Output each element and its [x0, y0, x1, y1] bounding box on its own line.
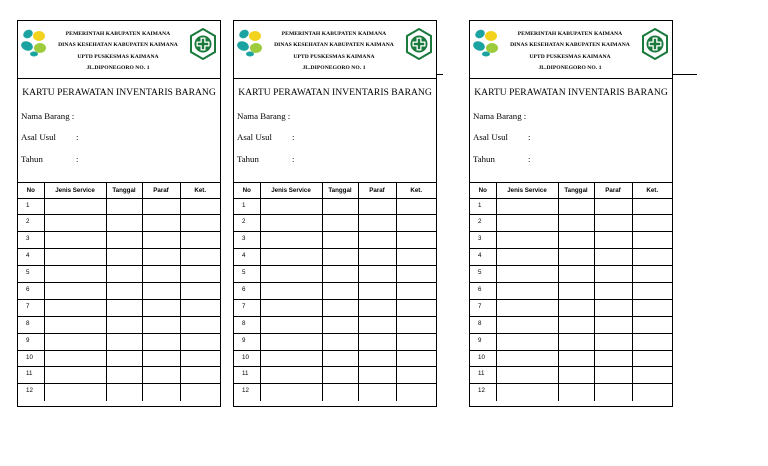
col-jenis-service-cell[interactable]	[496, 384, 558, 401]
col-tanggal-cell[interactable]	[106, 299, 142, 316]
table-header-row	[470, 183, 672, 198]
row-number: 2	[234, 215, 260, 232]
col-ket-cell[interactable]	[396, 232, 436, 249]
row-number: 3	[470, 232, 496, 249]
col-jenis-service-cell[interactable]	[44, 384, 106, 401]
col-ket-cell[interactable]	[180, 232, 220, 249]
col-paraf-cell[interactable]	[142, 215, 180, 232]
col-jenis-service-cell[interactable]	[260, 282, 322, 299]
col-paraf-cell[interactable]	[594, 282, 632, 299]
row-number: 1	[234, 198, 260, 215]
header-line-2: DINAS KESEHATAN KABUPATEN KAIMANA	[510, 42, 630, 49]
table-row	[234, 316, 436, 333]
col-paraf-cell[interactable]	[358, 384, 396, 401]
col-paraf-header: Paraf	[142, 183, 180, 198]
col-jenis-service-cell[interactable]	[44, 350, 106, 367]
col-tanggal-cell[interactable]	[322, 316, 358, 333]
col-ket-cell[interactable]	[396, 333, 436, 350]
col-ket-header: Ket.	[180, 183, 220, 198]
col-paraf-cell[interactable]	[142, 249, 180, 266]
col-tanggal-cell[interactable]	[558, 282, 594, 299]
field-colon: :	[292, 154, 295, 164]
col-paraf-cell[interactable]	[594, 198, 632, 215]
col-paraf-cell[interactable]	[358, 282, 396, 299]
maintenance-card	[233, 20, 437, 407]
header-line-2: DINAS KESEHATAN KABUPATEN KAIMANA	[274, 42, 394, 49]
card-header	[470, 21, 672, 79]
table-row	[18, 316, 220, 333]
col-ket-cell[interactable]	[632, 266, 672, 283]
table-row	[234, 232, 436, 249]
col-ket-cell[interactable]	[632, 299, 672, 316]
col-ket-cell[interactable]	[632, 215, 672, 232]
maintenance-card	[469, 20, 673, 407]
col-jenis-service-cell[interactable]	[44, 282, 106, 299]
col-tanggal-cell[interactable]	[106, 333, 142, 350]
table-row	[18, 333, 220, 350]
row-number: 2	[470, 215, 496, 232]
table-row	[18, 367, 220, 384]
row-number: 8	[470, 316, 496, 333]
col-tanggal-cell[interactable]	[558, 299, 594, 316]
col-jenis-service-cell[interactable]	[44, 232, 106, 249]
col-tanggal-cell[interactable]	[558, 384, 594, 401]
field-nama-barang	[237, 111, 290, 121]
table-row	[470, 384, 672, 401]
col-tanggal-cell[interactable]	[322, 198, 358, 215]
row-number: 5	[234, 266, 260, 283]
col-jenis-service-cell[interactable]	[496, 333, 558, 350]
col-tanggal-cell[interactable]	[322, 282, 358, 299]
col-ket-cell[interactable]	[396, 198, 436, 215]
table-row	[18, 299, 220, 316]
row-number: 12	[18, 384, 44, 401]
col-paraf-cell[interactable]	[594, 215, 632, 232]
col-tanggal-cell[interactable]	[558, 350, 594, 367]
col-ket-cell[interactable]	[396, 266, 436, 283]
col-ket-cell[interactable]	[396, 384, 436, 401]
col-paraf-cell[interactable]	[142, 282, 180, 299]
table-row	[470, 367, 672, 384]
row-number: 5	[18, 266, 44, 283]
col-jenis-service-cell[interactable]	[260, 232, 322, 249]
col-paraf-cell[interactable]	[594, 316, 632, 333]
header-line-4: JL.DIPONEGORO NO. 1	[86, 65, 150, 72]
col-paraf-cell[interactable]	[594, 350, 632, 367]
col-paraf-cell[interactable]	[358, 266, 396, 283]
col-paraf-cell[interactable]	[142, 367, 180, 384]
col-tanggal-cell[interactable]	[322, 266, 358, 283]
table-row	[470, 266, 672, 283]
col-tanggal-cell[interactable]	[106, 350, 142, 367]
table-row	[234, 282, 436, 299]
row-number: 3	[18, 232, 44, 249]
table-row	[18, 266, 220, 283]
col-ket-cell[interactable]	[632, 282, 672, 299]
row-number: 8	[234, 316, 260, 333]
kemenkes-logo-icon	[20, 27, 50, 57]
row-number: 11	[234, 367, 260, 384]
kemenkes-logo-icon	[236, 27, 266, 57]
col-tanggal-header: Tanggal	[322, 183, 358, 198]
col-tanggal-cell[interactable]	[558, 249, 594, 266]
service-log-table	[18, 183, 220, 401]
col-tanggal-cell[interactable]	[322, 333, 358, 350]
table-row	[18, 198, 220, 215]
col-jenis-service-cell[interactable]	[44, 333, 106, 350]
col-paraf-cell[interactable]	[594, 367, 632, 384]
col-tanggal-cell[interactable]	[322, 299, 358, 316]
field-nama-barang	[21, 111, 74, 121]
col-tanggal-cell[interactable]	[106, 198, 142, 215]
col-ket-cell[interactable]	[180, 367, 220, 384]
field-label: Tahun	[237, 154, 259, 164]
col-jenis-service-cell[interactable]	[496, 215, 558, 232]
col-paraf-cell[interactable]	[142, 198, 180, 215]
col-paraf-cell[interactable]	[142, 232, 180, 249]
table-row	[470, 249, 672, 266]
header-line-3: UPTD PUSKESMAS KAIMANA	[293, 53, 375, 60]
field-label: Asal Usul	[473, 132, 508, 142]
table-row	[234, 249, 436, 266]
row-number: 3	[234, 232, 260, 249]
col-ket-cell[interactable]	[180, 333, 220, 350]
field-colon: :	[292, 132, 295, 142]
col-tanggal-cell[interactable]	[558, 232, 594, 249]
card-title: KARTU PERAWATAN INVENTARIS BARANG	[22, 87, 216, 98]
table-row	[234, 299, 436, 316]
col-jenis-service-cell[interactable]	[260, 350, 322, 367]
col-tanggal-cell[interactable]	[106, 215, 142, 232]
maintenance-card	[17, 20, 221, 407]
col-paraf-cell[interactable]	[358, 232, 396, 249]
col-tanggal-cell[interactable]	[106, 367, 142, 384]
col-jenis-service-cell[interactable]	[496, 266, 558, 283]
col-tanggal-header: Tanggal	[106, 183, 142, 198]
field-label: Nama Barang :	[473, 111, 527, 121]
col-tanggal-cell[interactable]	[322, 232, 358, 249]
header-line-3: UPTD PUSKESMAS KAIMANA	[77, 53, 159, 60]
col-paraf-cell[interactable]	[594, 249, 632, 266]
col-paraf-cell[interactable]	[358, 367, 396, 384]
header-text	[50, 29, 186, 75]
field-label: Tahun	[21, 154, 43, 164]
header-line-3: UPTD PUSKESMAS KAIMANA	[529, 53, 611, 60]
col-tanggal-cell[interactable]	[558, 198, 594, 215]
row-number: 10	[470, 350, 496, 367]
col-jenis-service-cell[interactable]	[496, 367, 558, 384]
col-paraf-cell[interactable]	[142, 316, 180, 333]
header-line-4: JL.DIPONEGORO NO. 1	[538, 65, 602, 72]
table-header-row	[18, 183, 220, 198]
col-paraf-header: Paraf	[358, 183, 396, 198]
table-row	[18, 215, 220, 232]
col-tanggal-cell[interactable]	[558, 333, 594, 350]
puskesmas-cross-icon	[189, 28, 217, 60]
col-jenis-service-cell[interactable]	[496, 282, 558, 299]
field-tahun	[237, 154, 295, 164]
card-header	[18, 21, 220, 79]
col-ket-cell[interactable]	[180, 384, 220, 401]
table-row	[234, 350, 436, 367]
card-title-area	[470, 79, 672, 183]
header-divider-stub	[673, 74, 697, 75]
col-paraf-cell[interactable]	[358, 333, 396, 350]
col-paraf-cell[interactable]	[358, 249, 396, 266]
col-jenis-service-cell[interactable]	[260, 384, 322, 401]
row-number: 7	[234, 299, 260, 316]
col-ket-cell[interactable]	[180, 299, 220, 316]
col-paraf-header: Paraf	[594, 183, 632, 198]
table-row	[234, 215, 436, 232]
col-paraf-cell[interactable]	[358, 299, 396, 316]
header-line-1: PEMERINTAH KABUPATEN KAIMANA	[281, 31, 387, 37]
row-number: 4	[234, 249, 260, 266]
col-ket-cell[interactable]	[632, 198, 672, 215]
col-jenis-service-cell[interactable]	[44, 249, 106, 266]
col-ket-cell[interactable]	[396, 350, 436, 367]
table-row	[470, 215, 672, 232]
col-paraf-cell[interactable]	[358, 215, 396, 232]
col-jenis-service-cell[interactable]	[260, 198, 322, 215]
row-number: 4	[18, 249, 44, 266]
col-jenis-service-cell[interactable]	[260, 316, 322, 333]
puskesmas-cross-icon	[405, 28, 433, 60]
row-number: 9	[234, 333, 260, 350]
col-ket-header: Ket.	[632, 183, 672, 198]
col-jenis-service-header: Jenis Service	[260, 183, 322, 198]
col-paraf-cell[interactable]	[142, 384, 180, 401]
field-asal-usul	[237, 132, 295, 142]
table-row	[470, 282, 672, 299]
col-jenis-service-cell[interactable]	[44, 299, 106, 316]
puskesmas-cross-icon	[641, 28, 669, 60]
row-number: 4	[470, 249, 496, 266]
kemenkes-logo-icon	[472, 27, 502, 57]
col-ket-cell[interactable]	[396, 299, 436, 316]
table-row	[470, 333, 672, 350]
field-asal-usul	[473, 132, 531, 142]
col-jenis-service-cell[interactable]	[260, 367, 322, 384]
col-jenis-service-header: Jenis Service	[496, 183, 558, 198]
col-paraf-cell[interactable]	[142, 350, 180, 367]
col-no-header: No	[18, 183, 44, 198]
col-jenis-service-cell[interactable]	[260, 215, 322, 232]
col-jenis-service-cell[interactable]	[496, 198, 558, 215]
row-number: 2	[18, 215, 44, 232]
table-row	[18, 384, 220, 401]
field-tahun	[21, 154, 79, 164]
col-no-header: No	[470, 183, 496, 198]
card-title: KARTU PERAWATAN INVENTARIS BARANG	[474, 87, 668, 98]
header-text	[266, 29, 402, 75]
col-paraf-cell[interactable]	[142, 333, 180, 350]
card-title-area	[18, 79, 220, 183]
field-label: Nama Barang :	[237, 111, 291, 121]
col-tanggal-cell[interactable]	[106, 316, 142, 333]
row-number: 11	[470, 367, 496, 384]
col-jenis-service-cell[interactable]	[44, 266, 106, 283]
col-tanggal-cell[interactable]	[106, 249, 142, 266]
field-tahun	[473, 154, 531, 164]
card-title-area	[234, 79, 436, 183]
col-ket-cell[interactable]	[180, 282, 220, 299]
table-row	[18, 282, 220, 299]
col-ket-cell[interactable]	[632, 350, 672, 367]
row-number: 6	[470, 282, 496, 299]
row-number: 7	[18, 299, 44, 316]
table-row	[470, 198, 672, 215]
col-paraf-cell[interactable]	[594, 299, 632, 316]
table-row	[470, 316, 672, 333]
col-ket-cell[interactable]	[396, 215, 436, 232]
col-jenis-service-cell[interactable]	[496, 232, 558, 249]
row-number: 6	[18, 282, 44, 299]
card-header	[234, 21, 436, 79]
col-paraf-cell[interactable]	[142, 266, 180, 283]
col-ket-cell[interactable]	[180, 316, 220, 333]
row-number: 7	[470, 299, 496, 316]
col-ket-cell[interactable]	[632, 333, 672, 350]
col-tanggal-cell[interactable]	[558, 215, 594, 232]
field-colon: :	[528, 132, 531, 142]
table-row	[18, 350, 220, 367]
col-paraf-cell[interactable]	[358, 350, 396, 367]
col-ket-cell[interactable]	[396, 316, 436, 333]
col-jenis-service-cell[interactable]	[496, 299, 558, 316]
header-line-4: JL.DIPONEGORO NO. 1	[302, 65, 366, 72]
col-ket-cell[interactable]	[396, 282, 436, 299]
col-ket-cell[interactable]	[396, 367, 436, 384]
col-paraf-cell[interactable]	[594, 384, 632, 401]
col-jenis-service-header: Jenis Service	[44, 183, 106, 198]
row-number: 9	[470, 333, 496, 350]
card-title: KARTU PERAWATAN INVENTARIS BARANG	[238, 87, 432, 98]
row-number: 11	[18, 367, 44, 384]
table-header-row	[234, 183, 436, 198]
table-row	[234, 266, 436, 283]
col-tanggal-cell[interactable]	[558, 266, 594, 283]
row-number: 5	[470, 266, 496, 283]
col-jenis-service-cell[interactable]	[44, 316, 106, 333]
col-tanggal-cell[interactable]	[322, 249, 358, 266]
col-jenis-service-cell[interactable]	[44, 367, 106, 384]
field-label: Asal Usul	[237, 132, 272, 142]
field-colon: :	[76, 132, 79, 142]
col-ket-cell[interactable]	[180, 249, 220, 266]
row-number: 6	[234, 282, 260, 299]
col-ket-cell[interactable]	[396, 249, 436, 266]
col-tanggal-cell[interactable]	[322, 350, 358, 367]
field-asal-usul	[21, 132, 79, 142]
table-row	[234, 384, 436, 401]
col-ket-header: Ket.	[396, 183, 436, 198]
col-tanggal-cell[interactable]	[322, 215, 358, 232]
header-divider-stub	[437, 74, 443, 75]
col-jenis-service-cell[interactable]	[44, 198, 106, 215]
col-tanggal-header: Tanggal	[558, 183, 594, 198]
col-jenis-service-cell[interactable]	[496, 316, 558, 333]
col-no-header: No	[234, 183, 260, 198]
col-tanggal-cell[interactable]	[558, 367, 594, 384]
field-label: Tahun	[473, 154, 495, 164]
col-tanggal-cell[interactable]	[322, 384, 358, 401]
col-ket-cell[interactable]	[632, 384, 672, 401]
col-ket-cell[interactable]	[632, 367, 672, 384]
field-colon: :	[76, 154, 79, 164]
col-paraf-cell[interactable]	[594, 266, 632, 283]
col-tanggal-cell[interactable]	[322, 367, 358, 384]
col-ket-cell[interactable]	[632, 249, 672, 266]
col-jenis-service-cell[interactable]	[44, 215, 106, 232]
col-jenis-service-cell[interactable]	[260, 266, 322, 283]
col-ket-cell[interactable]	[180, 198, 220, 215]
col-ket-cell[interactable]	[180, 350, 220, 367]
table-row	[470, 299, 672, 316]
table-row	[234, 198, 436, 215]
col-jenis-service-cell[interactable]	[260, 249, 322, 266]
row-number: 10	[234, 350, 260, 367]
col-paraf-cell[interactable]	[594, 333, 632, 350]
col-jenis-service-cell[interactable]	[260, 333, 322, 350]
col-tanggal-cell[interactable]	[558, 316, 594, 333]
table-row	[234, 333, 436, 350]
col-tanggal-cell[interactable]	[106, 232, 142, 249]
col-tanggal-cell[interactable]	[106, 282, 142, 299]
row-number: 8	[18, 316, 44, 333]
col-tanggal-cell[interactable]	[106, 266, 142, 283]
service-log-table	[470, 183, 672, 401]
col-paraf-cell[interactable]	[142, 299, 180, 316]
col-ket-cell[interactable]	[180, 215, 220, 232]
table-row	[234, 367, 436, 384]
row-number: 12	[470, 384, 496, 401]
col-ket-cell[interactable]	[632, 232, 672, 249]
row-number: 1	[18, 198, 44, 215]
col-jenis-service-cell[interactable]	[496, 249, 558, 266]
table-row	[18, 249, 220, 266]
col-ket-cell[interactable]	[180, 266, 220, 283]
field-label: Asal Usul	[21, 132, 56, 142]
col-ket-cell[interactable]	[632, 316, 672, 333]
header-line-1: PEMERINTAH KABUPATEN KAIMANA	[517, 31, 623, 37]
col-jenis-service-cell[interactable]	[260, 299, 322, 316]
field-colon: :	[528, 154, 531, 164]
row-number: 9	[18, 333, 44, 350]
col-tanggal-cell[interactable]	[106, 384, 142, 401]
field-label: Nama Barang :	[21, 111, 75, 121]
col-paraf-cell[interactable]	[358, 316, 396, 333]
field-nama-barang	[473, 111, 526, 121]
col-jenis-service-cell[interactable]	[496, 350, 558, 367]
table-row	[470, 232, 672, 249]
col-paraf-cell[interactable]	[594, 232, 632, 249]
table-row	[470, 350, 672, 367]
row-number: 12	[234, 384, 260, 401]
row-number: 1	[470, 198, 496, 215]
header-line-1: PEMERINTAH KABUPATEN KAIMANA	[65, 31, 171, 37]
header-line-2: DINAS KESEHATAN KABUPATEN KAIMANA	[58, 42, 178, 49]
header-text	[502, 29, 638, 75]
service-log-table	[234, 183, 436, 401]
row-number: 10	[18, 350, 44, 367]
table-row	[18, 232, 220, 249]
col-paraf-cell[interactable]	[358, 198, 396, 215]
